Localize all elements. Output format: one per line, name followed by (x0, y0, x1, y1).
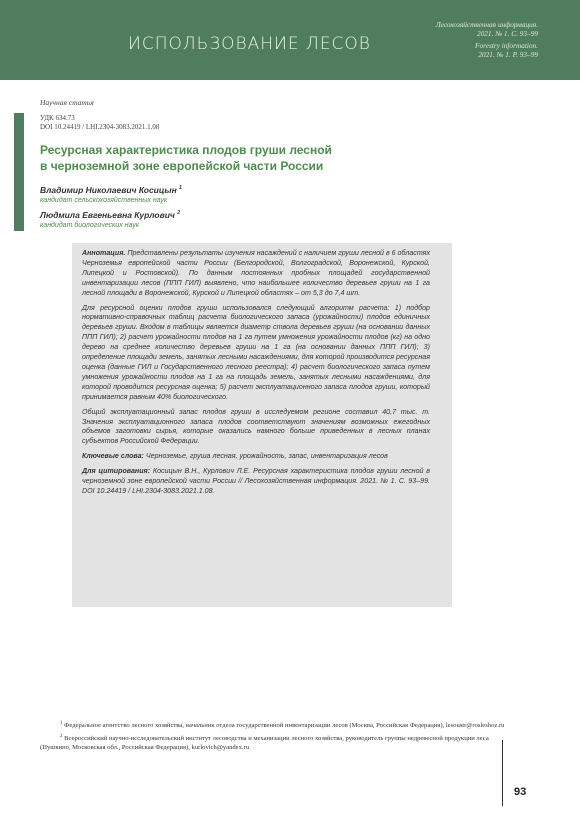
author-1 (40, 185, 182, 195)
footnotes (40, 719, 510, 754)
citation-text: Косицын В.Н., Курлович Л.Е. Ресурсная характеристика плодов груши лесной в черноземной зоне европейской части России // Лесохозяйственная информация. 2021. № 1. С. 93–99. DOI 10.24419 / LHI.2304-3083.2021.1.08. (82, 467, 430, 495)
keywords-text: Черноземье, груша лесная, урожайность, запас, инвентаризация лесов (145, 452, 388, 461)
footnote-1-mark: 1 (60, 721, 63, 726)
author-2-degree: кандидат биологических наук (40, 222, 140, 229)
abstract-p1-text: Представлены результаты изучения насаждений с наличием груши лесной в 6 областях Черноземья европейской части России (Белгородской, Волгоградской, Воронежской, Курской, Липецкой и Ростовской). По данным постоянных пробных площадей государственной инвентаризации лесов (ППП ГИЛ) выявлено, что наибольшее количество деревьев груши на 1 га лесной площади в Воронежской, Курской и Липецкой областях – от 5,3 до 7,4 шт. (82, 249, 430, 297)
journal-info (436, 20, 538, 59)
author-1-name: Владимир Николаевич Косицын (40, 185, 177, 195)
journal-info-en-line2: 2021. № 1. P. 93–99 (478, 50, 538, 59)
footnote-2 (40, 732, 510, 752)
article-type: Научная статья (40, 98, 94, 107)
footnote-1-text: Федеральное агентство лесного хозяйства, начальник отдела государственной инвентаризации лесов (Москва, Российская Федерация), lesoustr@rosleshoz.ru (64, 722, 505, 730)
doi: DOI 10.24419 / LHI.2304-3083.2021.1.08 (40, 123, 160, 131)
keywords-label: Ключевые слова: (82, 452, 144, 461)
article-identifiers (40, 114, 159, 132)
abstract-p2: Для ресурсной оценки плодов груши использовался следующий алгоритм расчета: 1) подбор нормативно-справочных таблиц расчета биологического запаса (урожайности) плодов единичных деревьев груши. Входом в таблицы является диаметр ствола деревьев груши (на основании данных ППП ГИЛ); 2) расчет урожайности плодов на 1 га путем умножения урожайности плодов (кг) на одно дерево на среднее количество деревьев груши на 1 га (на основании данных ППП ГИЛ); 3) определение площади земель, занятых лесными насаждениями, для которой производится ресурсная оценка (данные ГИЛ и Государственного лесного реестра); 4) расчет биологического запаса путем умножения урожайности плодов на 1 га на площадь земель, занятых лесными насаждениями, для которой проводится ресурсная оценка; 5) расчет эксплуатационного запаса плодов груши, который принимается равным 40% биологического. (82, 303, 430, 401)
keywords (82, 452, 430, 462)
citation-label: Для цитирования: (82, 467, 151, 476)
udk-code: УДК 634.73 (40, 114, 75, 122)
author-1-mark: 1 (179, 185, 182, 192)
abstract-p1 (82, 249, 430, 299)
article-title (40, 142, 340, 174)
author-2 (40, 210, 180, 220)
footnote-2-mark: 2 (60, 734, 63, 740)
section-title: ИСПОЛЬЗОВАНИЕ ЛЕСОВ (128, 34, 371, 54)
author-2-name: Людмила Евгеньевна Курлович (40, 210, 175, 220)
accent-bar (14, 113, 24, 231)
author-1-degree: кандидат сельскохозяйственных наук (40, 197, 168, 204)
journal-info-en-line1: Forestry information. (475, 41, 538, 50)
abstract-label: Аннотация. (82, 249, 126, 257)
footnote-1 (40, 719, 510, 730)
abstract-p3: Общий эксплуатационный запас плодов груши в исследуемом регионе составил 40,7 тыс. т. Значения эксплуатационного запаса плодов соответствуют значениям возможных ежегодных объемов заготовки сырья, которые оказались намного больше приведенных в лесных планах субъектов Российской Федерации. (82, 407, 430, 446)
page-number: 93 (514, 786, 527, 798)
author-2-mark: 2 (177, 210, 181, 217)
article-title-line1: Ресурсная характеристика плодов груши лесной (40, 143, 332, 157)
page-number-divider (502, 740, 503, 806)
abstract (82, 249, 430, 502)
journal-info-ru-line2: 2021. № 1. С. 93–99 (476, 29, 538, 38)
article-title-line2: в черноземной зоне европейской части России (40, 159, 324, 173)
journal-info-ru-line1: Лесохозяйственная информация. (435, 20, 538, 29)
footnote-2-text: Всероссийский научно-исследовательский институт лесоводства и механизации лесного хозяйства, руководитель группы недревесной продукции леса (Пушкино, Московская обл., Российская Федерация), kurlovich@yandex.ru (40, 735, 489, 752)
citation (82, 467, 430, 497)
journal-header (0, 0, 580, 80)
